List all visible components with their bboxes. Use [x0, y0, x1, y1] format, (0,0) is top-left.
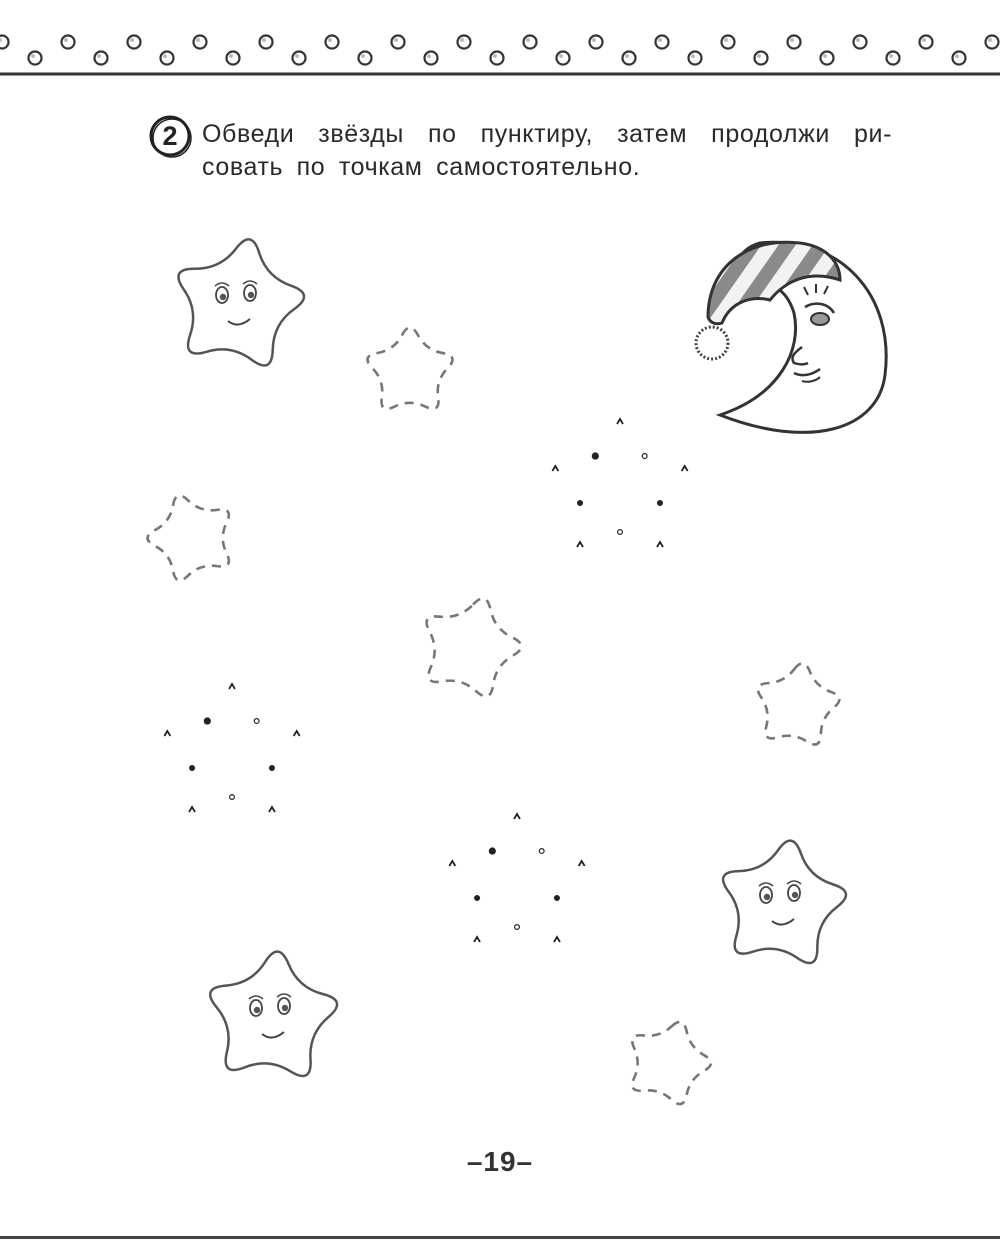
- dashed-star-icon: [148, 496, 229, 581]
- dashed-star-icon: [632, 1022, 711, 1104]
- dashed-star-icon: [368, 328, 453, 409]
- task-number: 2: [162, 121, 178, 151]
- task-instruction: Обведи звёзды по пунктиру, затем продолжи ри-совать по точкам самостоятельно.: [202, 120, 892, 181]
- stars-layer: [148, 239, 846, 1104]
- dashed-star-icon: [427, 599, 522, 697]
- dotted-star-icon: [164, 684, 299, 812]
- page-number: –19–: [466, 1146, 534, 1177]
- dashed-star-icon: [758, 663, 839, 744]
- moon-with-nightcap-icon: [696, 242, 886, 432]
- dotted-star-icon: [552, 419, 687, 547]
- dotted-star-icon: [449, 814, 584, 942]
- smiling-star-icon: [178, 239, 304, 365]
- smiling-star-icon: [210, 952, 337, 1076]
- smiling-star-icon: [723, 841, 846, 963]
- bottom-rule: [0, 1236, 1000, 1239]
